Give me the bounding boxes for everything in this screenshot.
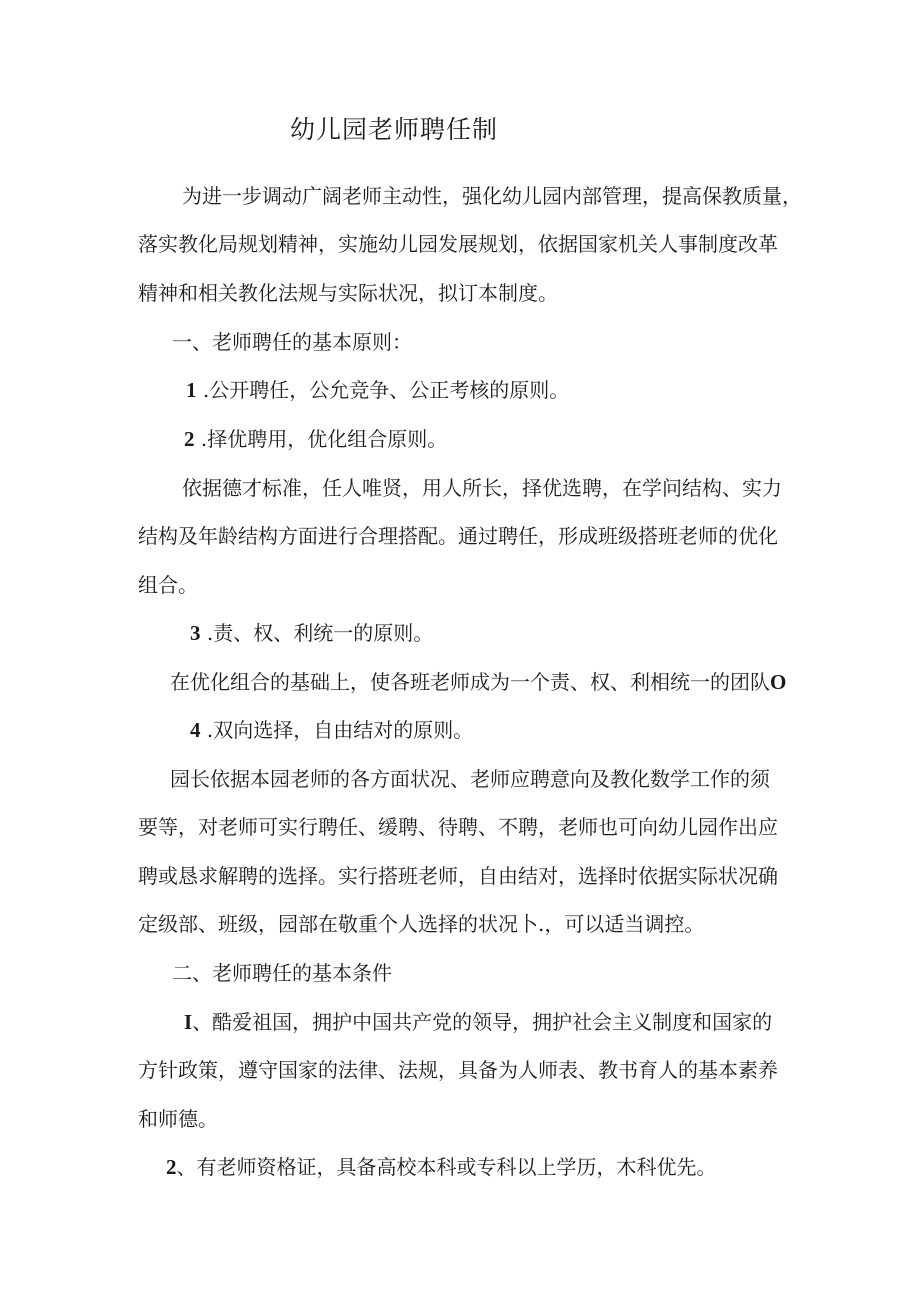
section2-item1-line-3: 和师德。	[138, 1107, 218, 1131]
item4-body-line-3: 聘或恳求解聘的选择。实行搭班老师，自由结对，选择时依据实际状况确	[138, 864, 778, 888]
item-text: .责、权、利统一的原则。	[206, 621, 434, 645]
item-text: .择优聘用，优化组合原则。	[200, 427, 448, 451]
section2-item1-line-2: 方针政策，遵守国家的法律、法规，具备为人师表、教书育人的基本素养	[138, 1058, 778, 1082]
section1-item3	[190, 623, 433, 644]
item-number: 4	[190, 718, 201, 742]
section1-heading: 一、老师聘任的基本原则：	[172, 330, 412, 354]
item-text: .双向选择，自由结对的原则。	[206, 718, 474, 742]
item-text: 、有老师资格证，具备高校本科或专科以上学历，木科优先。	[176, 1155, 717, 1179]
section2-item1-line-1	[184, 1012, 772, 1033]
item3-body-tail: O	[770, 670, 787, 694]
item4-body-line-1: 园长依据本园老师的各方面状况、老师应聘意向及教化数学工作的须	[170, 767, 770, 791]
intro-line-3: 精神和相关教化法规与实际状况，拟订本制度。	[138, 281, 558, 305]
item-number: 2	[166, 1155, 177, 1179]
item4-body-line-2: 要等，对老师可实行聘任、缓聘、待聘、不聘，老师也可向幼儿园作出应	[138, 815, 778, 839]
item-text: .公开聘任，公允竞争、公正考核的原则。	[202, 378, 570, 402]
section1-item2	[184, 429, 447, 450]
item-number: 1	[186, 378, 197, 402]
item-number: I	[184, 1010, 193, 1034]
item-text: 、酷爱祖国，拥护中国共产党的领导，拥护社会主义制度和国家的	[192, 1010, 773, 1034]
item3-body-text: 在优化组合的基础上，使各班老师成为一个责、权、利相统一的团队	[170, 670, 770, 694]
item4-body-line-4: 定级部、班级，园部在敬重个人选择的状况卜.，可以适当调控。	[138, 912, 705, 936]
item-number: 3	[190, 621, 201, 645]
item2-body-line-2: 结构及年龄结构方面进行合理搭配。通过聘任，形成班级搭班老师的优化	[138, 524, 778, 548]
item3-body	[170, 672, 786, 693]
item2-body-line-3: 组合。	[138, 573, 198, 597]
section2-item2	[166, 1157, 717, 1178]
section2-heading: 二、老师聘任的基本条件	[172, 961, 392, 985]
section1-item4	[190, 720, 473, 741]
intro-line-2: 落实教化局规划精神，实施幼儿园发展规划，依据国家机关人事制度改革	[138, 232, 778, 256]
intro-line-1: 为进一步调动广阔老师主动性，强化幼儿园内部管理，提高保教质量，	[182, 184, 802, 208]
item2-body-line-1: 依据德才标准，任人唯贤，用人所长，择优选聘，在学问结构、实力	[182, 476, 782, 500]
document-title: 幼儿园老师聘任制	[290, 115, 499, 144]
item-number: 2	[184, 427, 195, 451]
section1-item1	[186, 380, 569, 401]
